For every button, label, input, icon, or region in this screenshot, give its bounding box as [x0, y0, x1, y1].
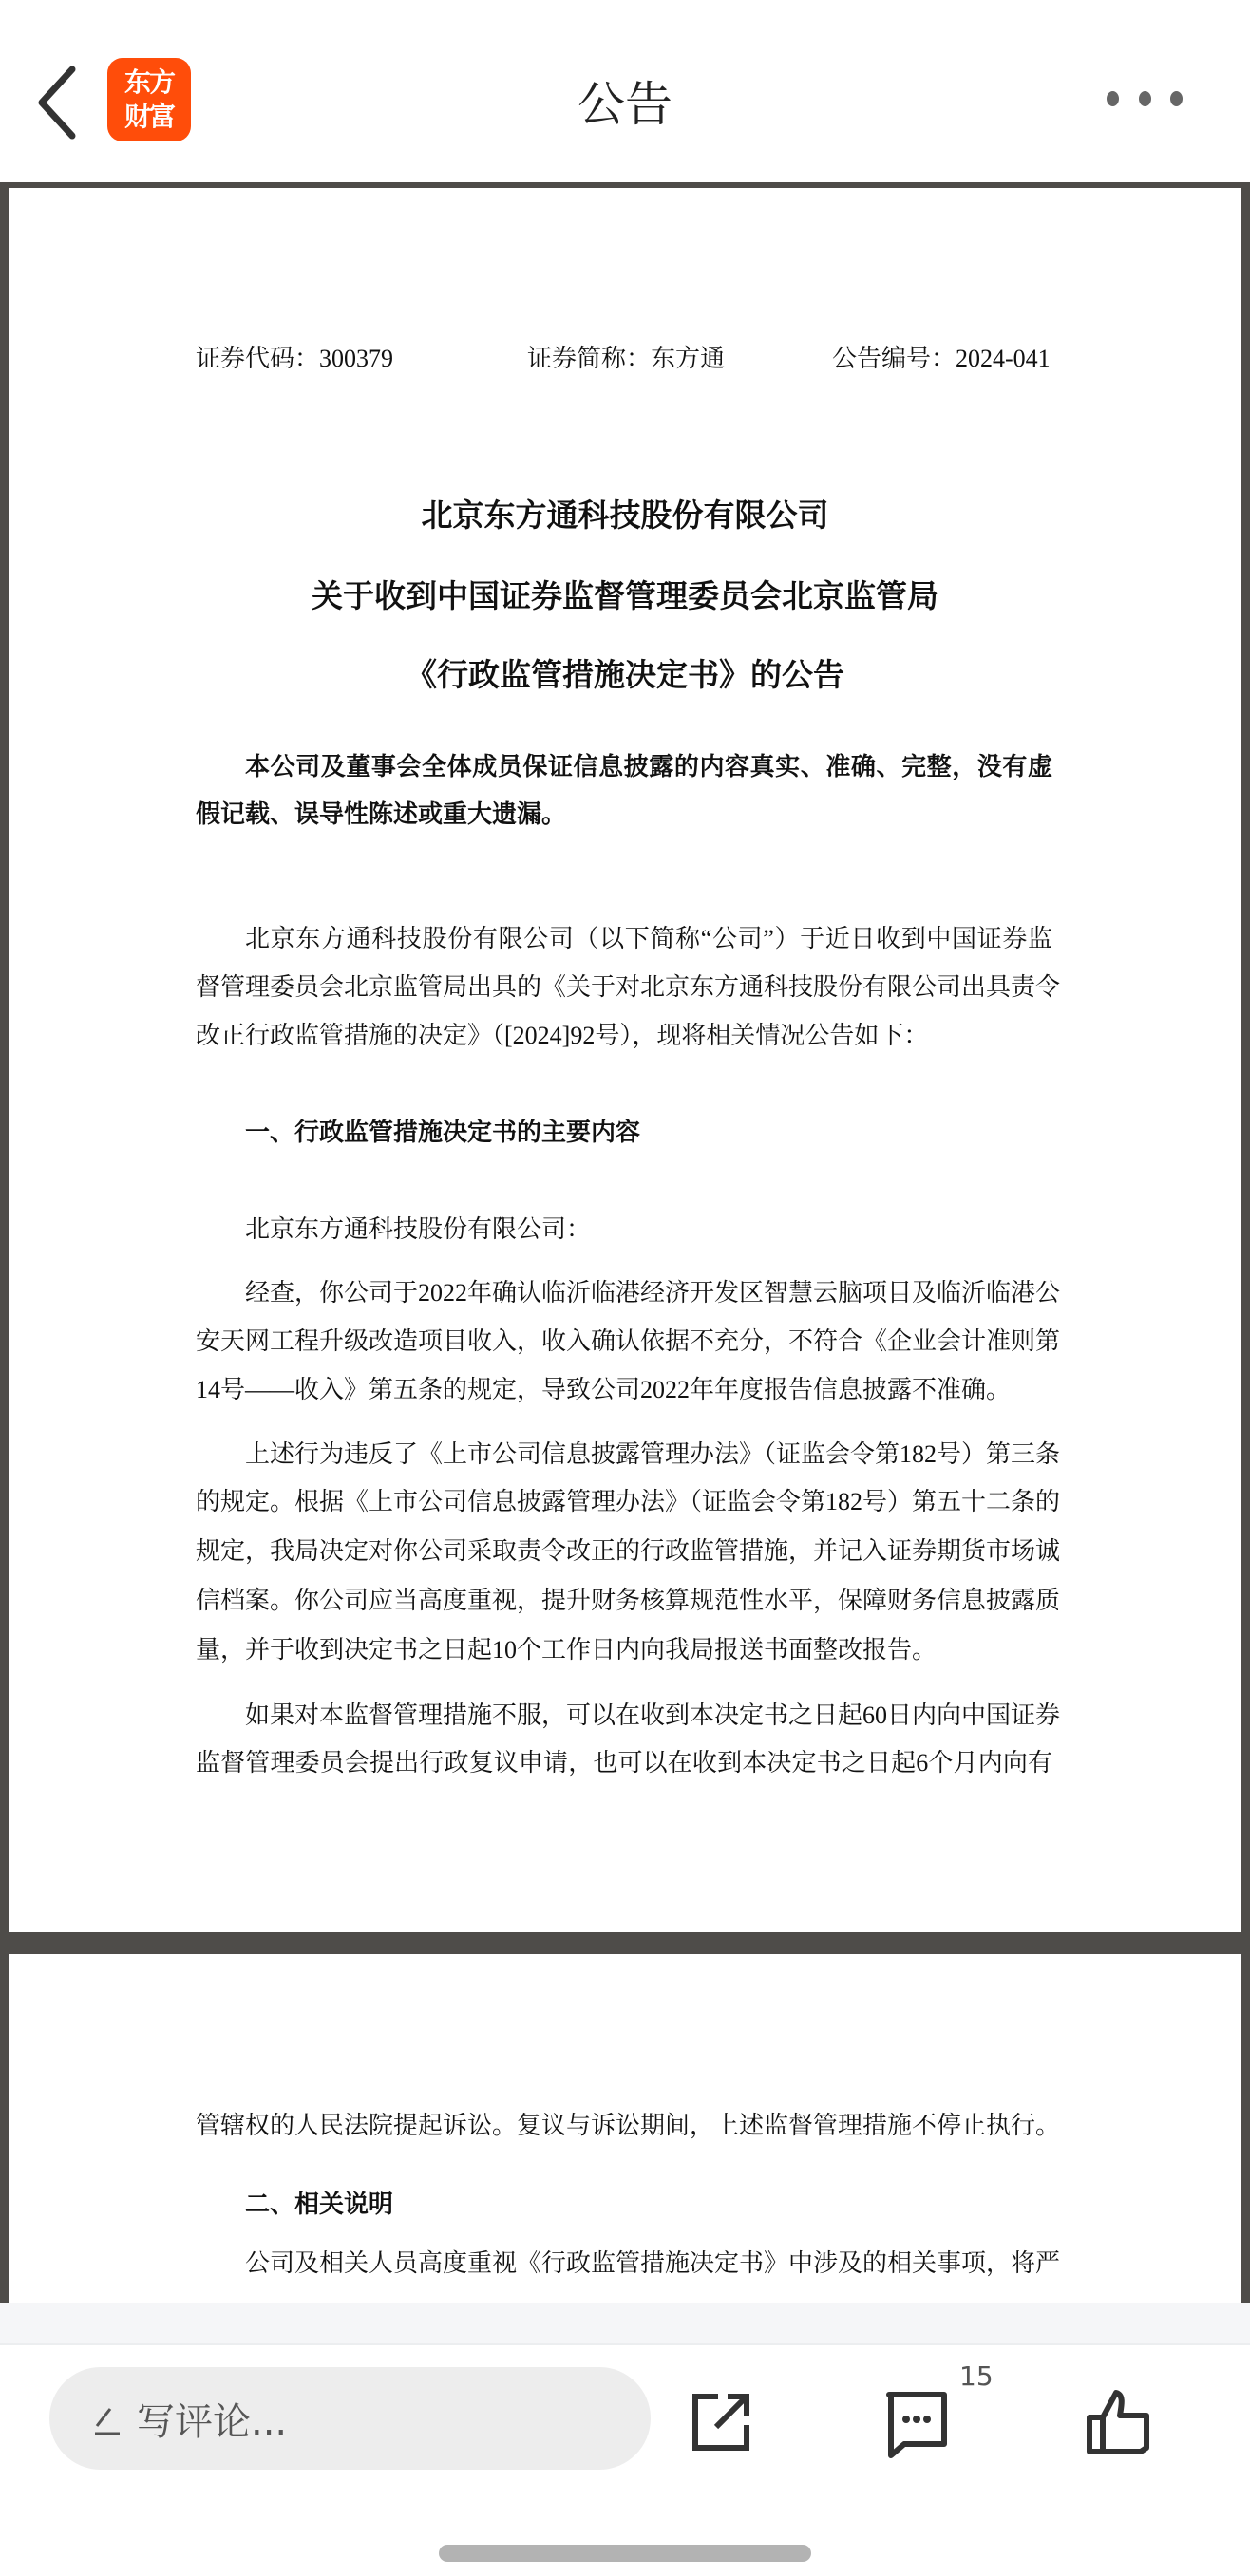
paragraph-line: 管辖权的人民法院提起诉讼。复议与诉讼期间，上述监督管理措施不停止执行。 — [196, 2112, 1061, 2139]
paragraph-line: 14号——收入》第五条的规定，导致公司2022年年度报告信息披露不准确。 — [196, 1376, 1012, 1403]
like-button[interactable] — [1086, 2389, 1152, 2455]
dot-icon — [1139, 91, 1151, 106]
section-heading: 二、相关说明 — [245, 2191, 394, 2218]
home-indicator[interactable] — [439, 2545, 811, 2562]
statement-line: 假记载、误导性陈述或重大遗漏。 — [196, 800, 567, 828]
announcement-number: 公告编号：2024-041 — [832, 345, 1051, 372]
more-options-button[interactable] — [1107, 87, 1183, 110]
document-title-line: 北京东方通科技股份有限公司 — [421, 497, 829, 534]
paragraph-line: 安天网工程升级改造项目收入，收入确认依据不充分，不符合《企业会计准则第 — [196, 1327, 1061, 1355]
comment-count: 15 — [959, 2360, 994, 2392]
paragraph-line: 如果对本监督管理措施不服，可以在收到本决定书之日起60日内向中国证券 — [245, 1702, 1061, 1729]
dot-icon — [1170, 91, 1183, 106]
paragraph-line: 规定，我局决定对你公司采取责令改正的行政监管措施，并记入证券期货市场诚 — [196, 1537, 1061, 1565]
section-heading: 一、行政监管措施决定书的主要内容 — [245, 1119, 641, 1146]
thumbs-up-icon — [1086, 2389, 1152, 2455]
pdf-page-2 — [9, 1954, 1241, 2334]
paragraph-line: 的规定。根据《上市公司信息披露管理办法》（证监会令第182号）第五十二条的 — [196, 1488, 1061, 1515]
share-icon — [688, 2389, 754, 2455]
pdf-page-1 — [9, 188, 1241, 1932]
paragraph-line: 监督管理委员会提出行政复议申请，也可以在收到本决定书之日起6个月内向有 — [196, 1749, 1052, 1777]
comment-input[interactable] — [49, 2367, 651, 2470]
page-title: 公告 — [578, 77, 672, 132]
logo-text: 东方财富 — [123, 66, 174, 132]
comment-bubble-icon — [883, 2389, 950, 2461]
pencil-icon — [91, 2399, 123, 2437]
paragraph-line: 经查，你公司于2022年确认临沂临港经济开发区智慧云脑项目及临沂临港公 — [245, 1279, 1061, 1307]
security-name: 证券简称：东方通 — [527, 345, 726, 372]
share-button[interactable] — [688, 2389, 754, 2455]
intro-line: 改正行政监管措施的决定》（[2024]92号），现将相关情况公告如下： — [196, 1022, 929, 1049]
dot-icon — [1107, 91, 1119, 106]
paragraph-line: 上述行为违反了《上市公司信息披露管理办法》（证监会令第182号）第三条 — [245, 1440, 1061, 1468]
addressee: 北京东方通科技股份有限公司： — [245, 1215, 592, 1243]
pdf-viewer[interactable] — [0, 182, 1250, 2303]
divider-strip — [0, 2303, 1250, 2345]
paragraph-line: 公司及相关人员高度重视《行政监管措施决定书》中涉及的相关事项，将严 — [245, 2249, 1061, 2277]
paragraph-line: 量，并于收到决定书之日起10个工作日内向我局报送书面整改报告。 — [196, 1636, 938, 1664]
security-code: 证券代码：300379 — [196, 345, 394, 372]
top-nav-bar — [0, 0, 1250, 182]
statement-line: 本公司及董事会全体成员保证信息披露的内容真实、准确、完整，没有虚 — [245, 753, 1052, 780]
comment-placeholder: 写评论... — [137, 2399, 288, 2444]
intro-line: 北京东方通科技股份有限公司（以下简称“公司”）于近日收到中国证券监 — [245, 925, 1052, 952]
intro-line: 督管理委员会北京监管局出具的《关于对北京东方通科技股份有限公司出具责令 — [196, 973, 1061, 1001]
comments-button[interactable] — [883, 2389, 950, 2455]
document-title-line: 《行政监管措施决定书》的公告 — [406, 656, 844, 693]
bottom-action-bar — [0, 2345, 1250, 2576]
paragraph-line: 信档案。你公司应当高度重视，提升财务核算规范性水平，保障财务信息披露质 — [196, 1587, 1061, 1614]
document-title-line: 关于收到中国证券监督管理委员会北京监管局 — [312, 577, 938, 614]
